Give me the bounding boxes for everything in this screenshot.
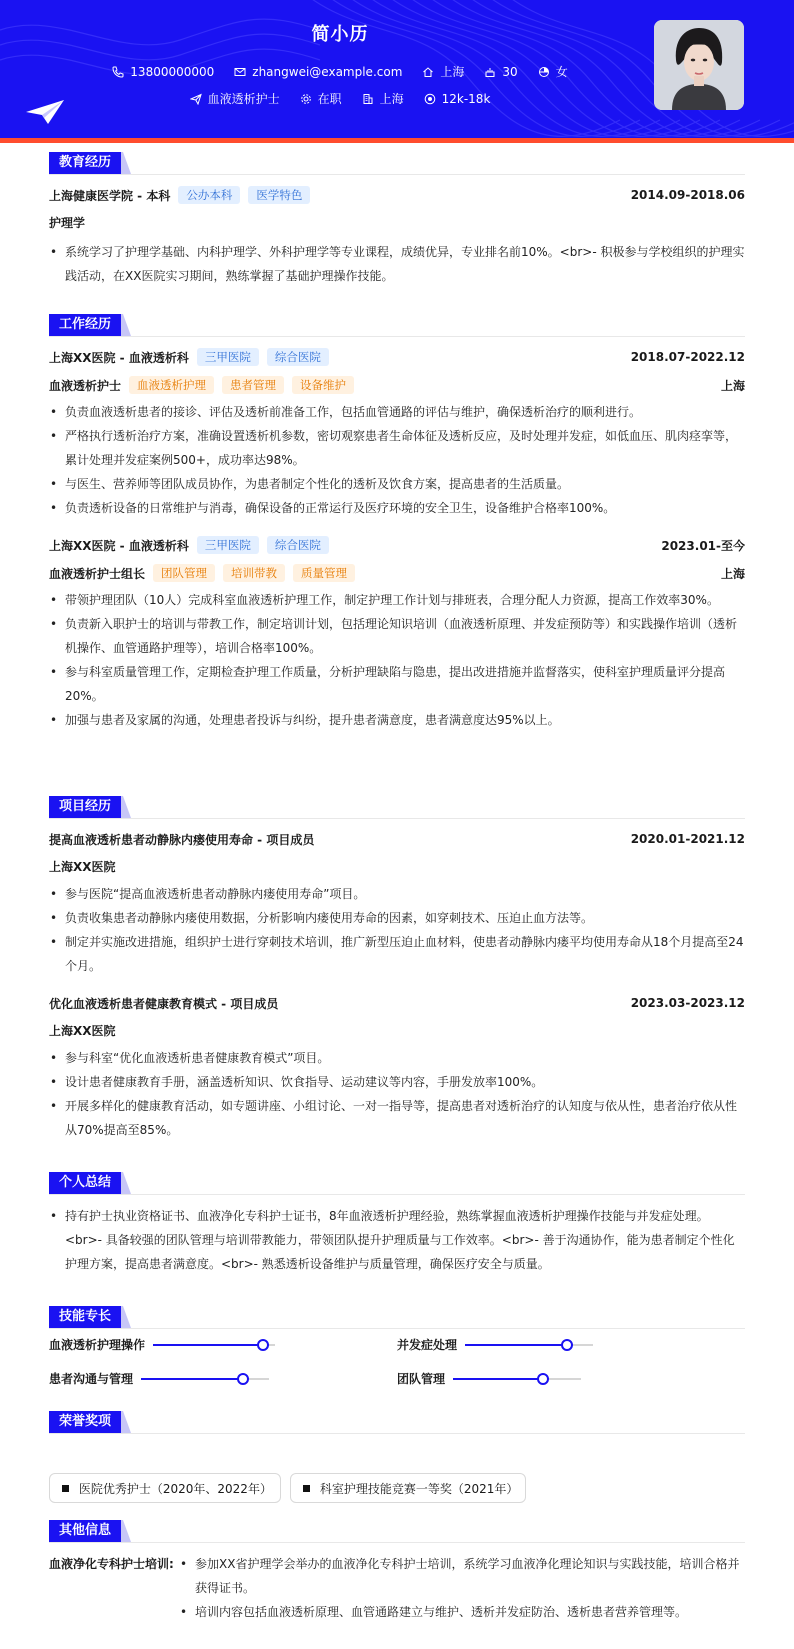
phone-icon [112,66,124,78]
skill-level-fill [453,1378,543,1380]
major-name: 护理学 [49,216,86,230]
skill-item [49,1370,269,1387]
gender-text: 女 [555,65,568,79]
gear-icon [300,93,312,105]
job-header-row [49,346,745,368]
school-badge: 医学特色 [248,186,310,204]
job-city: 上海 [720,566,745,581]
skill-level-knob [237,1373,249,1385]
job-city: 上海 [720,378,745,393]
project-name: 优化血液透析患者健康教育模式 - 项目成员 [49,996,279,1011]
skill-level-fill [153,1344,263,1346]
job-role: 血液透析护士组长 [49,566,146,581]
other-info-label: 血液净化专科护士培训: [49,1557,174,1571]
project-header-row [49,992,745,1014]
list-item: • 参加XX省护理学会举办的血液净化专科护士培训，系统学习血液净化理论知识与实践技能，培训合格并获得证书。 [179,1552,745,1600]
job-intent-row [0,90,680,107]
skill-level-bar [453,1378,581,1380]
job-role-row [49,562,745,584]
location-text: 上海 [440,65,465,79]
list-item: • 负责透析设备的日常维护与消毒，确保设备的正常运行及医疗环境的安全卫生，设备维护合格率100%。 [49,496,745,520]
company-badge: 三甲医院 [197,348,259,366]
bullet-square-icon [303,1485,310,1492]
section-title-label: 个人总结 [49,1172,121,1194]
section-title [49,1172,745,1194]
skill-name: 团队管理 [397,1372,446,1386]
building-icon [362,93,374,105]
skills-section [49,1306,745,1328]
email-info [234,63,402,80]
project-date: 2023.03-2023.12 [630,996,745,1010]
list-item: • 与医生、营养师等团队成员协作，为患者制定个性化的透析及饮食方案，提高患者的生活质量。 [49,472,745,496]
skill-level-fill [141,1378,243,1380]
skill-level-knob [537,1373,549,1385]
section-title-label: 项目经历 [49,796,121,818]
role-badge: 患者管理 [222,376,284,394]
job-bullets [49,588,745,732]
skill-item [397,1370,581,1387]
role-badge: 质量管理 [293,564,355,582]
section-title-label: 其他信息 [49,1520,121,1542]
section-title [49,1520,745,1542]
email-text: zhangwei@example.com [252,64,403,79]
job-header-row [49,534,745,556]
phone-text: 13800000000 [130,64,215,79]
job-role-row [49,374,745,396]
section-title-label: 工作经历 [49,314,121,336]
section-title [49,796,745,818]
education-header-row [49,184,745,206]
list-item: • 参与医院“提高血液透析患者动静脉内瘘使用寿命”项目。 [49,882,745,906]
section-title-label: 技能专长 [49,1306,121,1328]
list-item: • 参与科室“优化血液透析患者健康教育模式”项目。 [49,1046,745,1070]
section-title-label: 教育经历 [49,152,121,174]
paper-plane-icon [26,100,64,126]
education-date: 2014.09-2018.06 [630,188,745,202]
list-item: • 参与科室质量管理工作，定期检查护理工作质量，分析护理缺陷与隐患，提出改进措施并监督落实，使科室护理质量评分提高20%。 [49,660,745,708]
company-badge: 三甲医院 [197,536,259,554]
award-name: 医院优秀护士（2020年、2022年） [78,1481,272,1496]
summary-bullets [49,1204,745,1276]
award-card [290,1473,526,1503]
job-role: 血液透析护士 [49,378,122,393]
summary-section [49,1172,745,1276]
section-title [49,152,745,174]
award-card [49,1473,281,1503]
list-item: • 负责血液透析患者的接诊、评估及透析前准备工作，包括血管通路的评估与维护，确保透析治疗的顺利进行。 [49,400,745,424]
job-bullets [49,400,745,520]
company-badge: 综合医院 [267,348,329,366]
skill-level-knob [561,1339,573,1351]
phone-info [112,63,214,80]
work-section [49,314,745,732]
projects-section [49,796,745,1142]
section-title [49,1306,745,1328]
company-name: 上海XX医院 - 血液透析科 [49,350,189,365]
profile-photo [654,20,744,110]
bullet-square-icon [62,1485,69,1492]
skill-name: 血液透析护理操作 [49,1338,146,1352]
skill-level-bar [153,1344,275,1346]
company-badge: 综合医院 [267,536,329,554]
skill-name: 并发症处理 [397,1338,458,1352]
school-badge: 公办本科 [178,186,240,204]
other-info-row [49,1552,745,1624]
age-info [484,63,517,80]
project-name: 提高血液透析患者动静脉内瘘使用寿命 - 项目成员 [49,832,315,847]
position-info [190,90,280,107]
role-badge: 血液透析护理 [129,376,214,394]
list-item: • 带领护理团队（10人）完成科室血液透析护理工作，制定护理工作计划与排班表，合理分配人力资源，提高工作效率30%。 [49,588,745,612]
avatar-portrait [654,20,744,110]
school-name: 上海健康医学院 - 本科 [49,188,171,203]
contact-row [0,63,680,80]
position-text: 血液透析护士 [207,92,280,106]
list-item: • 负责新入职护士的培训与带教工作，制定培训计划，包括理论知识培训（血液透析原理、并发症预防等）和实践操作培训（透析机操作、血管通路护理等），培训合格率100%。 [49,612,745,660]
project-org: 上海XX医院 [49,860,116,874]
section-title-label: 荣誉奖项 [49,1411,121,1433]
list-item: • 培训内容包括血液透析原理、血管通路建立与维护、透析并发症防治、透析患者营养管理等。 [179,1600,745,1624]
section-divider [49,1328,745,1329]
section-divider [49,174,745,175]
work-city-text: 上海 [379,92,404,106]
education-bullets [49,240,745,288]
section-title [49,314,745,336]
skill-level-fill [465,1344,567,1346]
candidate-name: 简小历 [311,24,369,45]
send-icon [190,93,202,105]
role-badge: 设备维护 [292,376,354,394]
gender-info [538,63,568,80]
list-item: • 制定并实施改进措施，组织护士进行穿刺技术培训，推广新型压迫止血材料，使患者动静脉内瘘平均使用寿命从18个月提高至24个月。 [49,930,745,978]
job-date: 2018.07-2022.12 [630,350,745,364]
resume-header [0,0,794,138]
skill-name: 患者沟通与管理 [49,1372,134,1386]
section-divider [49,1194,745,1195]
education-section [49,152,745,288]
section-divider [49,1433,745,1434]
home-icon [422,66,434,78]
status-text: 在职 [317,92,342,106]
section-title [49,1411,745,1433]
job-date: 2023.01-至今 [661,538,745,553]
skill-level-bar [465,1344,593,1346]
list-item: • 开展多样化的健康教育活动，如专题讲座、小组讨论、一对一指导等，提高患者对透析治疗的认知度与依从性，患者治疗依从性从70%提高至85%。 [49,1094,745,1142]
gender-icon [538,66,550,78]
section-divider [49,336,745,337]
list-item: • 系统学习了护理学基础、内科护理学、外科护理学等专业课程，成绩优异，专业排名前10%。<br>- 积极参与学校组织的护理实践活动，在XX医院实习期间，熟练掌握了基础护理操作技能。 [49,240,745,288]
role-badge: 培训带教 [223,564,285,582]
list-item: • 负责收集患者动静脉内瘘使用数据，分析影响内瘘使用寿命的因素，如穿刺技术、压迫止血方法等。 [49,906,745,930]
company-name: 上海XX医院 - 血液透析科 [49,538,189,553]
salary-info [424,90,491,107]
cake-icon [484,66,496,78]
status-info [300,90,342,107]
awards-section [49,1411,745,1433]
other-info-bullets [179,1552,745,1624]
coin-icon [424,93,436,105]
age-text: 30 [502,64,518,79]
section-divider [49,818,745,819]
skill-item [397,1336,593,1353]
list-item: • 加强与患者及家属的沟通，处理患者投诉与纠纷，提升患者满意度，患者满意度达95%以上。 [49,708,745,732]
list-item: • 持有护士执业资格证书、血液净化专科护士证书，8年血液透析护理经验，熟练掌握血液透析护理操作技能与并发症处理。<br>- 具备较强的团队管理与培训带教能力，带领团队提升护理质量与工作效率。<br>- 善于沟通协作，能为患者制定个性化护理方案，提高患者满意度。<br>- 熟悉透析设备维护与质量管理，确保医疗安全与质量。 [49,1204,745,1276]
project-date: 2020.01-2021.12 [630,832,745,846]
skill-level-knob [257,1339,269,1351]
skill-level-bar [141,1378,269,1380]
project-header-row [49,828,745,850]
mail-icon [234,66,246,78]
project-bullets [49,882,745,978]
header-accent-bar [0,138,794,143]
skill-item [49,1336,275,1353]
work-city-info [362,90,404,107]
role-badge: 团队管理 [153,564,215,582]
list-item: • 设计患者健康教育手册，涵盖透析知识、饮食指导、运动建议等内容，手册发放率100%。 [49,1070,745,1094]
other-section [49,1520,745,1624]
project-org: 上海XX医院 [49,1024,116,1038]
section-divider [49,1542,745,1543]
project-bullets [49,1046,745,1142]
location-info [422,63,464,80]
list-item: • 严格执行透析治疗方案，准确设置透析机参数，密切观察患者生命体征及透析反应，及时处理并发症，如低血压、肌肉痉挛等，累计处理并发症案例500+，成功率达98%。 [49,424,745,472]
award-name: 科室护理技能竞赛一等奖（2021年） [319,1481,519,1496]
salary-text: 12k-18k [441,91,491,106]
